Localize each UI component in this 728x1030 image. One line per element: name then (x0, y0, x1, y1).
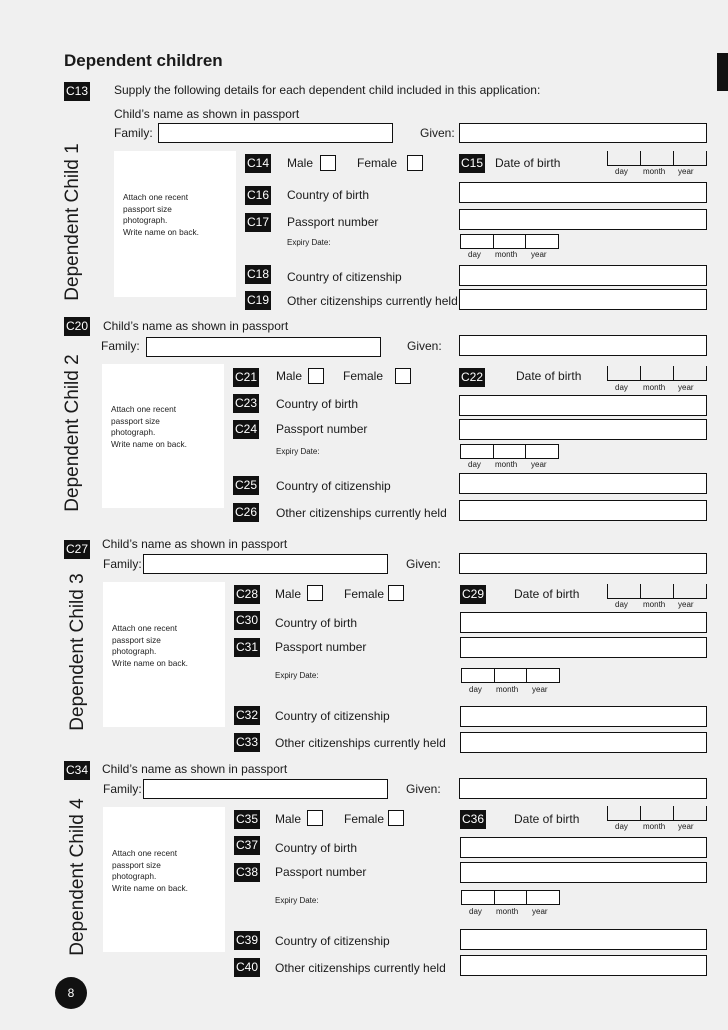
country-of-citizenship-input[interactable] (459, 473, 707, 494)
country-of-citizenship-input[interactable] (460, 929, 707, 950)
passport-number-label: Passport number (276, 422, 368, 436)
field-code-c21: C21 (233, 368, 259, 387)
country-of-birth-input[interactable] (460, 837, 707, 858)
field-code-c13: C13 (64, 82, 90, 101)
expiry-date-input[interactable] (460, 444, 559, 459)
passport-number-input[interactable] (459, 209, 707, 230)
country-of-citizenship-label: Country of citizenship (275, 709, 390, 723)
passport-number-label: Passport number (287, 215, 379, 229)
country-of-birth-input[interactable] (459, 395, 707, 416)
expiry-date-input[interactable] (461, 668, 560, 683)
given-name-label: Given: (406, 557, 441, 571)
field-code-c19: C19 (245, 291, 271, 310)
field-code-c27: C27 (64, 540, 90, 559)
country-of-birth-label: Country of birth (275, 616, 358, 630)
photo-instructions: Attach one recent passport size photograph. Write name on back. (111, 404, 187, 449)
month-label: month (496, 907, 519, 916)
given-name-input[interactable] (459, 778, 707, 799)
family-name-label: Family: (103, 782, 142, 796)
day-label: day (469, 685, 482, 694)
day-label: day (615, 383, 628, 392)
field-code-c22: C22 (459, 368, 485, 387)
date-of-birth-label: Date of birth (495, 156, 561, 170)
field-code-c36: C36 (460, 810, 486, 829)
year-label: year (531, 250, 547, 259)
field-code-c33: C33 (234, 733, 260, 752)
year-label: year (532, 907, 548, 916)
female-label: Female (343, 369, 384, 383)
male-checkbox[interactable] (320, 155, 336, 171)
female-label: Female (344, 587, 385, 601)
family-name-label: Family: (103, 557, 142, 571)
female-checkbox[interactable] (395, 368, 411, 384)
country-of-birth-input[interactable] (459, 182, 707, 203)
year-label: year (531, 460, 547, 469)
section-tab-marker (717, 53, 728, 91)
family-name-label: Family: (114, 126, 153, 140)
field-code-c37: C37 (234, 836, 260, 855)
male-checkbox[interactable] (308, 368, 324, 384)
month-label: month (495, 460, 518, 469)
month-label: month (495, 250, 518, 259)
year-label: year (532, 685, 548, 694)
given-name-input[interactable] (459, 553, 707, 574)
field-code-c31: C31 (234, 638, 260, 657)
country-of-birth-label: Country of birth (287, 188, 370, 202)
expiry-date-input[interactable] (461, 890, 560, 905)
other-citizenships-label: Other citizenships currently held (275, 736, 446, 750)
country-of-citizenship-label: Country of citizenship (275, 934, 390, 948)
passport-number-input[interactable] (459, 419, 707, 440)
country-of-birth-input[interactable] (460, 612, 707, 633)
day-label: day (468, 250, 481, 259)
country-of-birth-label: Country of birth (275, 841, 358, 855)
passport-number-input[interactable] (460, 637, 707, 658)
country-of-citizenship-input[interactable] (459, 265, 707, 286)
date-of-birth-input[interactable] (607, 806, 707, 821)
field-code-c35: C35 (234, 810, 260, 829)
date-of-birth-input[interactable] (607, 151, 707, 166)
field-code-c24: C24 (233, 420, 259, 439)
given-name-input[interactable] (459, 123, 707, 143)
male-checkbox[interactable] (307, 810, 323, 826)
family-name-input[interactable] (143, 779, 388, 799)
day-label: day (615, 822, 628, 831)
given-name-label: Given: (420, 126, 455, 140)
family-name-input[interactable] (143, 554, 388, 574)
field-code-c14: C14 (245, 154, 271, 173)
given-name-input[interactable] (459, 335, 707, 356)
month-label: month (643, 600, 666, 609)
other-citizenships-label: Other citizenships currently held (276, 506, 447, 520)
child-section-title: Dependent Child 4 (67, 798, 88, 956)
date-of-birth-input[interactable] (607, 584, 707, 599)
given-name-label: Given: (407, 339, 442, 353)
field-code-c38: C38 (234, 863, 260, 882)
other-citizenships-input[interactable] (459, 500, 707, 521)
passport-number-input[interactable] (460, 862, 707, 883)
page-title: Dependent children (64, 51, 223, 70)
male-label: Male (275, 812, 302, 826)
field-code-c32: C32 (234, 706, 260, 725)
photo-instructions: Attach one recent passport size photograph. Write name on back. (112, 848, 188, 893)
photo-instructions: Attach one recent passport size photograph. Write name on back. (123, 192, 199, 237)
passport-number-label: Passport number (275, 865, 367, 879)
other-citizenships-label: Other citizenships currently held (275, 961, 446, 975)
date-of-birth-label: Date of birth (516, 369, 582, 383)
field-code-c25: C25 (233, 476, 259, 495)
child-name-label: Child’s name as shown in passport (114, 107, 300, 121)
family-name-label: Family: (101, 339, 140, 353)
other-citizenships-input[interactable] (460, 732, 707, 753)
male-checkbox[interactable] (307, 585, 323, 601)
country-of-citizenship-label: Country of citizenship (287, 270, 402, 284)
page-number-badge: 8 (55, 977, 87, 1009)
field-code-c18: C18 (245, 265, 271, 284)
field-code-c28: C28 (234, 585, 260, 604)
year-label: year (678, 383, 694, 392)
country-of-citizenship-input[interactable] (460, 706, 707, 727)
date-of-birth-input[interactable] (607, 366, 707, 381)
day-label: day (469, 907, 482, 916)
country-of-birth-label: Country of birth (276, 397, 359, 411)
year-label: year (678, 600, 694, 609)
male-label: Male (275, 587, 302, 601)
field-code-c30: C30 (234, 611, 260, 630)
day-label: day (468, 460, 481, 469)
intro-instruction: Supply the following details for each dependent child included in this application: (114, 83, 541, 97)
expiry-date-label: Expiry Date: (276, 447, 320, 456)
male-label: Male (276, 369, 303, 383)
child-name-label: Child’s name as shown in passport (102, 762, 288, 776)
child-section-title: Dependent Child 1 (62, 143, 83, 301)
female-checkbox[interactable] (407, 155, 423, 171)
family-name-input[interactable] (146, 337, 381, 357)
field-code-c17: C17 (245, 213, 271, 232)
female-checkbox[interactable] (388, 585, 404, 601)
passport-number-label: Passport number (275, 640, 367, 654)
expiry-date-label: Expiry Date: (287, 238, 331, 247)
other-citizenships-input[interactable] (459, 289, 707, 310)
field-code-c29: C29 (460, 585, 486, 604)
field-code-c20: C20 (64, 317, 90, 336)
female-label: Female (344, 812, 385, 826)
month-label: month (496, 685, 519, 694)
year-label: year (678, 167, 694, 176)
year-label: year (678, 822, 694, 831)
child-name-label: Child’s name as shown in passport (103, 319, 289, 333)
other-citizenships-label: Other citizenships currently held (287, 294, 458, 308)
given-name-label: Given: (406, 782, 441, 796)
field-code-c26: C26 (233, 503, 259, 522)
field-code-c39: C39 (234, 931, 260, 950)
month-label: month (643, 383, 666, 392)
field-code-c40: C40 (234, 958, 260, 977)
country-of-citizenship-label: Country of citizenship (276, 479, 391, 493)
expiry-date-label: Expiry Date: (275, 896, 319, 905)
field-code-c15: C15 (459, 154, 485, 173)
date-of-birth-label: Date of birth (514, 812, 580, 826)
expiry-date-input[interactable] (460, 234, 559, 249)
field-code-c16: C16 (245, 186, 271, 205)
child-name-label: Child’s name as shown in passport (102, 537, 288, 551)
field-code-c34: C34 (64, 761, 90, 780)
child-section-title: Dependent Child 2 (62, 354, 83, 512)
female-checkbox[interactable] (388, 810, 404, 826)
male-label: Male (287, 156, 314, 170)
expiry-date-label: Expiry Date: (275, 671, 319, 680)
month-label: month (643, 167, 666, 176)
field-code-c23: C23 (233, 394, 259, 413)
day-label: day (615, 167, 628, 176)
month-label: month (643, 822, 666, 831)
female-label: Female (357, 156, 398, 170)
photo-instructions: Attach one recent passport size photograph. Write name on back. (112, 623, 188, 668)
family-name-input[interactable] (158, 123, 393, 143)
date-of-birth-label: Date of birth (514, 587, 580, 601)
day-label: day (615, 600, 628, 609)
other-citizenships-input[interactable] (460, 955, 707, 976)
child-section-title: Dependent Child 3 (67, 573, 88, 731)
